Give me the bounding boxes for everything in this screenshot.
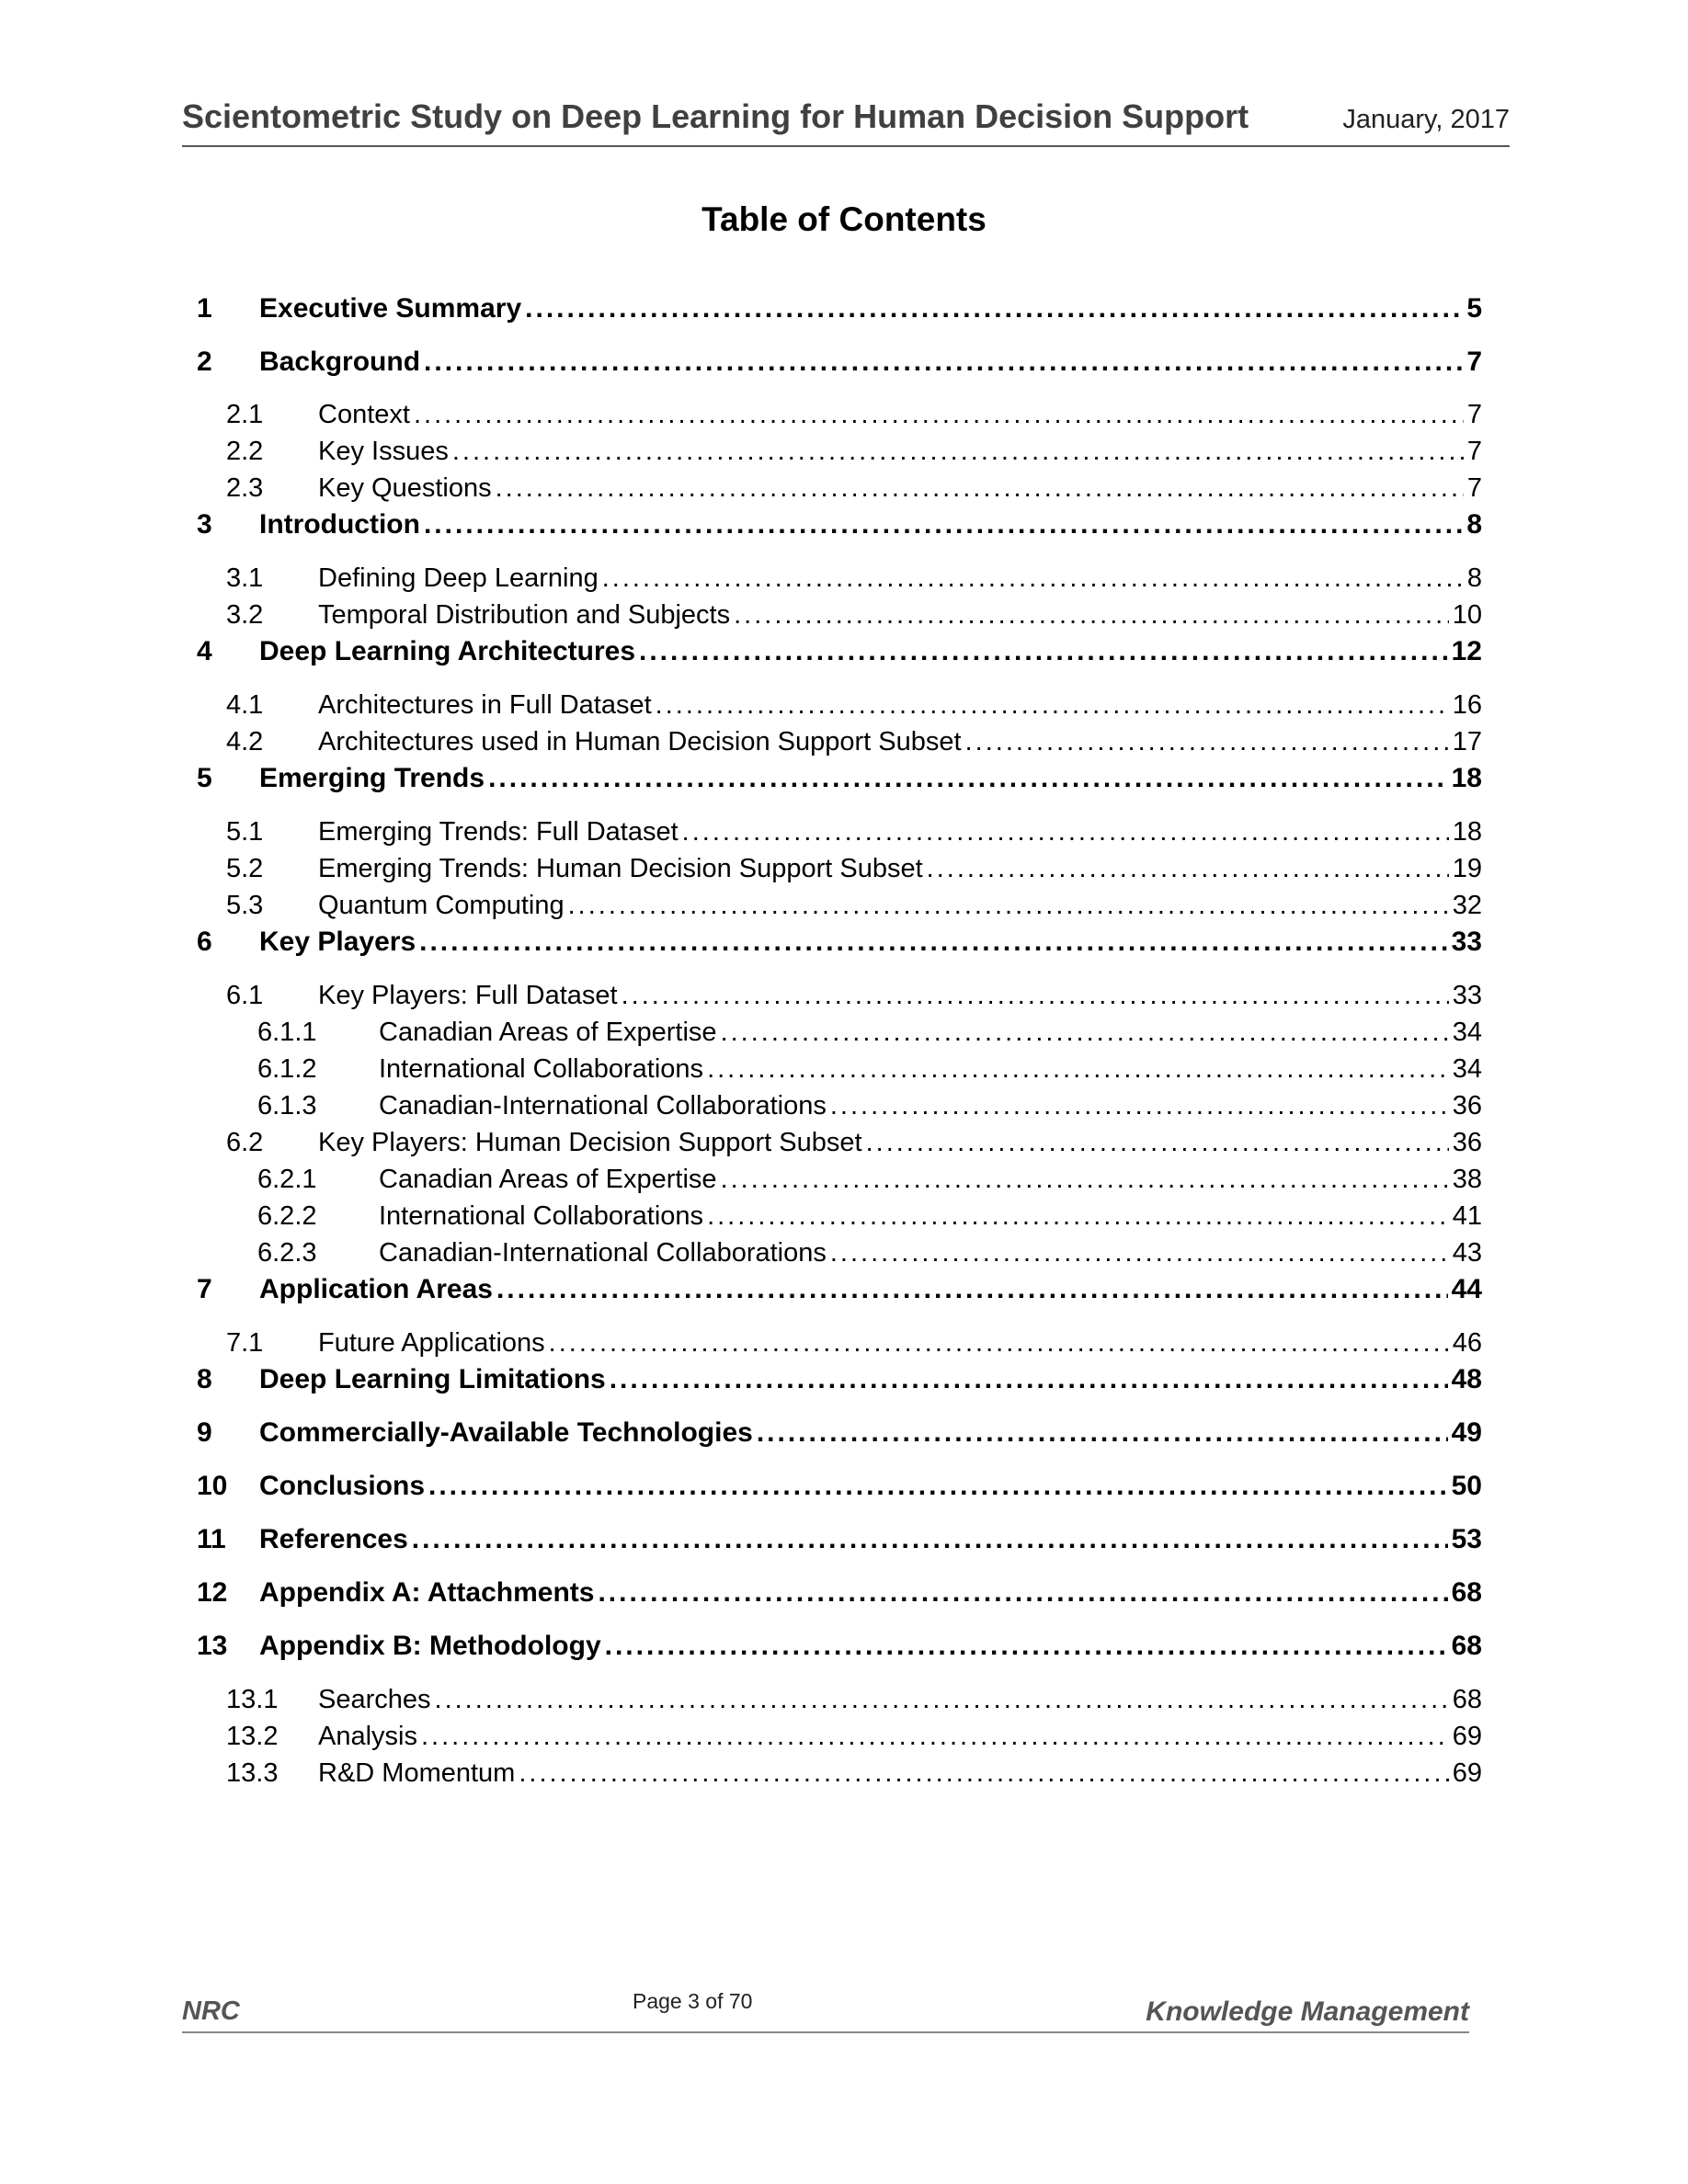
toc-entry-page: 8	[1466, 509, 1482, 540]
toc-entry-number: 9	[197, 1417, 212, 1448]
toc-entry-number: 6.1.2	[257, 1054, 317, 1084]
toc-entry-title: Appendix B: Methodology	[259, 1631, 601, 1661]
toc-entry[interactable]	[226, 560, 1482, 597]
toc-entry-number: 7	[197, 1274, 212, 1304]
toc-entry[interactable]	[226, 687, 1482, 723]
toc-entry[interactable]	[197, 1468, 1482, 1505]
toc-dot-leader	[830, 1234, 1449, 1271]
toc-entry[interactable]	[226, 977, 1482, 1014]
toc-entry-number: 6.1.1	[257, 1018, 317, 1047]
toc-entry-title: R&D Momentum	[318, 1758, 516, 1788]
toc-entry[interactable]	[257, 1051, 1482, 1087]
toc-dot-leader	[598, 1575, 1447, 1611]
toc-entry-number: 2	[197, 347, 212, 377]
footer-org-logo: NRC	[182, 1996, 240, 2026]
toc-entry-title: Temporal Distribution and Subjects	[318, 600, 731, 630]
toc-entry-title: Key Players: Full Dataset	[318, 981, 618, 1010]
toc-dot-leader	[496, 470, 1464, 506]
toc-dot-leader	[424, 506, 1463, 543]
toc-dot-leader	[424, 344, 1463, 381]
toc-entry[interactable]	[197, 924, 1482, 961]
toc-entry-title: Key Questions	[318, 473, 492, 503]
toc-entry-title: References	[259, 1524, 408, 1554]
toc-entry[interactable]	[197, 633, 1482, 670]
toc-entry-title: Commercially-Available Technologies	[259, 1417, 753, 1448]
toc-entry-number: 3	[197, 509, 212, 540]
toc-dot-leader	[414, 396, 1464, 433]
toc-entry-title: Context	[318, 400, 410, 429]
toc-entry-title: Deep Learning Architectures	[259, 636, 635, 666]
toc-entry-number: 2.1	[226, 400, 264, 429]
toc-entry-title: Appendix A: Attachments	[259, 1577, 595, 1608]
toc-entry-page: 7	[1466, 400, 1482, 429]
toc-dot-leader	[519, 1755, 1448, 1792]
page-number: Page 3 of 70	[633, 1989, 753, 2013]
toc-entry[interactable]	[257, 1161, 1482, 1198]
toc-entry-page: 17	[1452, 727, 1482, 756]
toc-dot-leader	[488, 760, 1448, 797]
toc-entry-page: 18	[1451, 763, 1482, 793]
toc-dot-leader	[622, 977, 1449, 1014]
toc-entry-page: 43	[1452, 1238, 1482, 1268]
toc-entry-title: Architectures used in Human Decision Support Subset	[318, 727, 962, 756]
toc-entry-page: 44	[1451, 1274, 1482, 1304]
toc-entry-title: Emerging Trends	[259, 763, 485, 793]
toc-entry-page: 12	[1451, 636, 1482, 666]
toc-entry[interactable]	[226, 1325, 1482, 1361]
toc-entry-page: 18	[1452, 817, 1482, 847]
toc-entry-page: 8	[1466, 563, 1482, 593]
toc-entry-number: 13.2	[226, 1722, 279, 1751]
toc-dot-leader	[428, 1468, 1448, 1505]
toc-entry-title: International Collaborations	[379, 1054, 704, 1084]
toc-entry-title: Canadian-International Collaborations	[379, 1238, 827, 1268]
toc-entry[interactable]	[257, 1234, 1482, 1271]
toc-entry-page: 33	[1451, 927, 1482, 957]
toc-entry-page: 49	[1451, 1417, 1482, 1448]
toc-entry-page: 68	[1452, 1685, 1482, 1714]
toc-entry-number: 5	[197, 763, 212, 793]
toc-entry-title: Executive Summary	[259, 293, 522, 324]
toc-entry[interactable]	[226, 1124, 1482, 1161]
toc-entry[interactable]	[257, 1198, 1482, 1234]
toc-heading: Table of Contents	[701, 200, 987, 238]
toc-entry-number: 13.3	[226, 1758, 279, 1788]
toc-entry[interactable]	[226, 1755, 1482, 1792]
document-title: Scientometric Study on Deep Learning for Human Decision Support	[182, 97, 1249, 135]
toc-entry-title: Key Players: Human Decision Support Subset	[318, 1128, 862, 1157]
toc-entry-title: Key Issues	[318, 437, 449, 466]
toc-entry-number: 12	[197, 1577, 228, 1608]
toc-dot-leader	[721, 1161, 1449, 1198]
toc-dot-leader	[656, 687, 1449, 723]
toc-entry-number: 13.1	[226, 1685, 279, 1714]
toc-entry[interactable]	[197, 1415, 1482, 1451]
toc-dot-leader	[707, 1051, 1449, 1087]
toc-entry-page: 46	[1452, 1328, 1482, 1358]
toc-entry-number: 10	[197, 1471, 228, 1501]
toc-entry-title: Key Players	[259, 927, 416, 957]
toc-entry[interactable]	[197, 1575, 1482, 1611]
toc-entry-number: 2.2	[226, 437, 264, 466]
page-footer	[182, 1974, 1469, 2033]
toc-entry-number: 5.2	[226, 854, 264, 883]
toc-entry-title: Conclusions	[259, 1471, 426, 1501]
toc-entry[interactable]	[197, 1271, 1482, 1308]
toc-entry[interactable]	[197, 1361, 1482, 1398]
toc-dot-leader	[435, 1681, 1449, 1718]
toc-dot-leader	[639, 633, 1448, 670]
toc-entry-page: 7	[1466, 437, 1482, 466]
toc-entry-title: International Collaborations	[379, 1201, 704, 1231]
toc-entry-page: 48	[1451, 1364, 1482, 1394]
toc-entry-number: 8	[197, 1364, 212, 1394]
toc-entry-number: 2.3	[226, 473, 264, 503]
toc-entry[interactable]	[226, 597, 1482, 633]
toc-entry-page: 5	[1466, 293, 1482, 324]
toc-entry[interactable]	[226, 1718, 1482, 1755]
toc-entry[interactable]	[226, 396, 1482, 433]
toc-entry[interactable]	[197, 1628, 1482, 1665]
toc-entry-page: 36	[1452, 1091, 1482, 1120]
toc-entry-page: 33	[1452, 981, 1482, 1010]
toc-entry-title: Quantum Computing	[318, 891, 565, 920]
toc-entry-number: 6	[197, 927, 212, 957]
toc-entry-page: 68	[1451, 1577, 1482, 1608]
toc-entry[interactable]	[226, 470, 1482, 506]
toc-entry-title: Introduction	[259, 509, 420, 540]
toc-entry-page: 7	[1466, 473, 1482, 503]
toc-dot-leader	[682, 813, 1449, 850]
toc-entry[interactable]	[226, 433, 1482, 470]
toc-entry[interactable]	[226, 850, 1482, 887]
toc-entry-title: Application Areas	[259, 1274, 493, 1304]
toc-dot-leader	[927, 850, 1449, 887]
toc-entry-number: 4.2	[226, 727, 264, 756]
toc-entry[interactable]	[197, 1521, 1482, 1558]
toc-entry[interactable]	[197, 506, 1482, 543]
toc-entry-title: Emerging Trends: Full Dataset	[318, 817, 679, 847]
toc-entry-number: 6.1	[226, 981, 264, 1010]
footer-department: Knowledge Management	[1146, 1996, 1469, 2027]
toc-entry-title: Architectures in Full Dataset	[318, 690, 652, 720]
toc-entry-number: 3.1	[226, 563, 264, 593]
toc-dot-leader	[734, 597, 1449, 633]
toc-entry-page: 32	[1452, 891, 1482, 920]
toc-entry[interactable]	[226, 1681, 1482, 1718]
toc-entry[interactable]	[257, 1087, 1482, 1124]
toc-dot-leader	[568, 887, 1449, 924]
toc-entry-page: 16	[1452, 690, 1482, 720]
toc-entry-page: 7	[1466, 347, 1482, 377]
toc-entry-page: 36	[1452, 1128, 1482, 1157]
toc-dot-leader	[721, 1014, 1449, 1051]
toc-entry[interactable]	[197, 760, 1482, 797]
toc-dot-leader	[707, 1198, 1449, 1234]
toc-entry-title: Searches	[318, 1685, 431, 1714]
toc-entry-number: 5.1	[226, 817, 264, 847]
toc-entry-title: Emerging Trends: Human Decision Support Subset	[318, 854, 923, 883]
toc-entry[interactable]	[226, 813, 1482, 850]
toc-entry-number: 6.2	[226, 1128, 264, 1157]
toc-entry-page: 38	[1452, 1165, 1482, 1194]
toc-entry-number: 11	[197, 1524, 226, 1554]
toc-entry-number: 4.1	[226, 690, 264, 720]
toc-dot-leader	[412, 1521, 1448, 1558]
toc-entry[interactable]	[197, 290, 1482, 327]
toc-entry-page: 68	[1451, 1631, 1482, 1661]
toc-dot-leader	[452, 433, 1464, 470]
toc-entry-page: 53	[1451, 1524, 1482, 1554]
toc-entry-number: 3.2	[226, 600, 264, 630]
toc-entry-number: 7.1	[226, 1328, 264, 1358]
toc-entry-number: 6.2.2	[257, 1201, 317, 1231]
toc-dot-leader	[610, 1361, 1448, 1398]
toc-dot-leader	[549, 1325, 1449, 1361]
toc-dot-leader	[605, 1628, 1448, 1665]
toc-entry-page: 69	[1452, 1722, 1482, 1751]
toc-dot-leader	[421, 1718, 1449, 1755]
toc-entry-number: 6.2.3	[257, 1238, 317, 1268]
toc-entry[interactable]	[257, 1014, 1482, 1051]
toc-entry[interactable]	[226, 723, 1482, 760]
toc-dot-leader	[965, 723, 1449, 760]
toc-entry-page: 10	[1452, 600, 1482, 630]
toc-entry[interactable]	[197, 344, 1482, 381]
toc-entry-page: 34	[1452, 1018, 1482, 1047]
toc-dot-leader	[866, 1124, 1449, 1161]
document-date: January, 2017	[1342, 105, 1510, 134]
toc-entry-number: 6.2.1	[257, 1165, 317, 1194]
toc-entry-number: 6.1.3	[257, 1091, 317, 1120]
toc-entry-page: 50	[1451, 1471, 1482, 1501]
toc-entry-title: Background	[259, 347, 421, 377]
toc-entry-number: 5.3	[226, 891, 264, 920]
toc-entry-title: Future Applications	[318, 1328, 545, 1358]
toc-entry-title: Canadian Areas of Expertise	[379, 1018, 717, 1047]
toc-entry-title: Analysis	[318, 1722, 417, 1751]
toc-dot-leader	[757, 1415, 1448, 1451]
toc-dot-leader	[496, 1271, 1448, 1308]
toc-entry-number: 4	[197, 636, 212, 666]
toc-dot-leader	[830, 1087, 1449, 1124]
toc-entry-page: 34	[1452, 1054, 1482, 1084]
toc-entry[interactable]	[226, 887, 1482, 924]
toc-entry-title: Defining Deep Learning	[318, 563, 599, 593]
toc-entry-page: 69	[1452, 1758, 1482, 1788]
toc-entry-page: 41	[1452, 1201, 1482, 1231]
toc-entry-number: 1	[197, 293, 212, 324]
toc-entry-title: Canadian Areas of Expertise	[379, 1165, 717, 1194]
toc-entry-page: 19	[1452, 854, 1482, 883]
toc-dot-leader	[419, 924, 1447, 961]
toc-entry-title: Canadian-International Collaborations	[379, 1091, 827, 1120]
toc-dot-leader	[602, 560, 1464, 597]
toc-entry-title: Deep Learning Limitations	[259, 1364, 606, 1394]
toc-entry-number: 13	[197, 1631, 228, 1661]
toc-dot-leader	[525, 290, 1463, 327]
